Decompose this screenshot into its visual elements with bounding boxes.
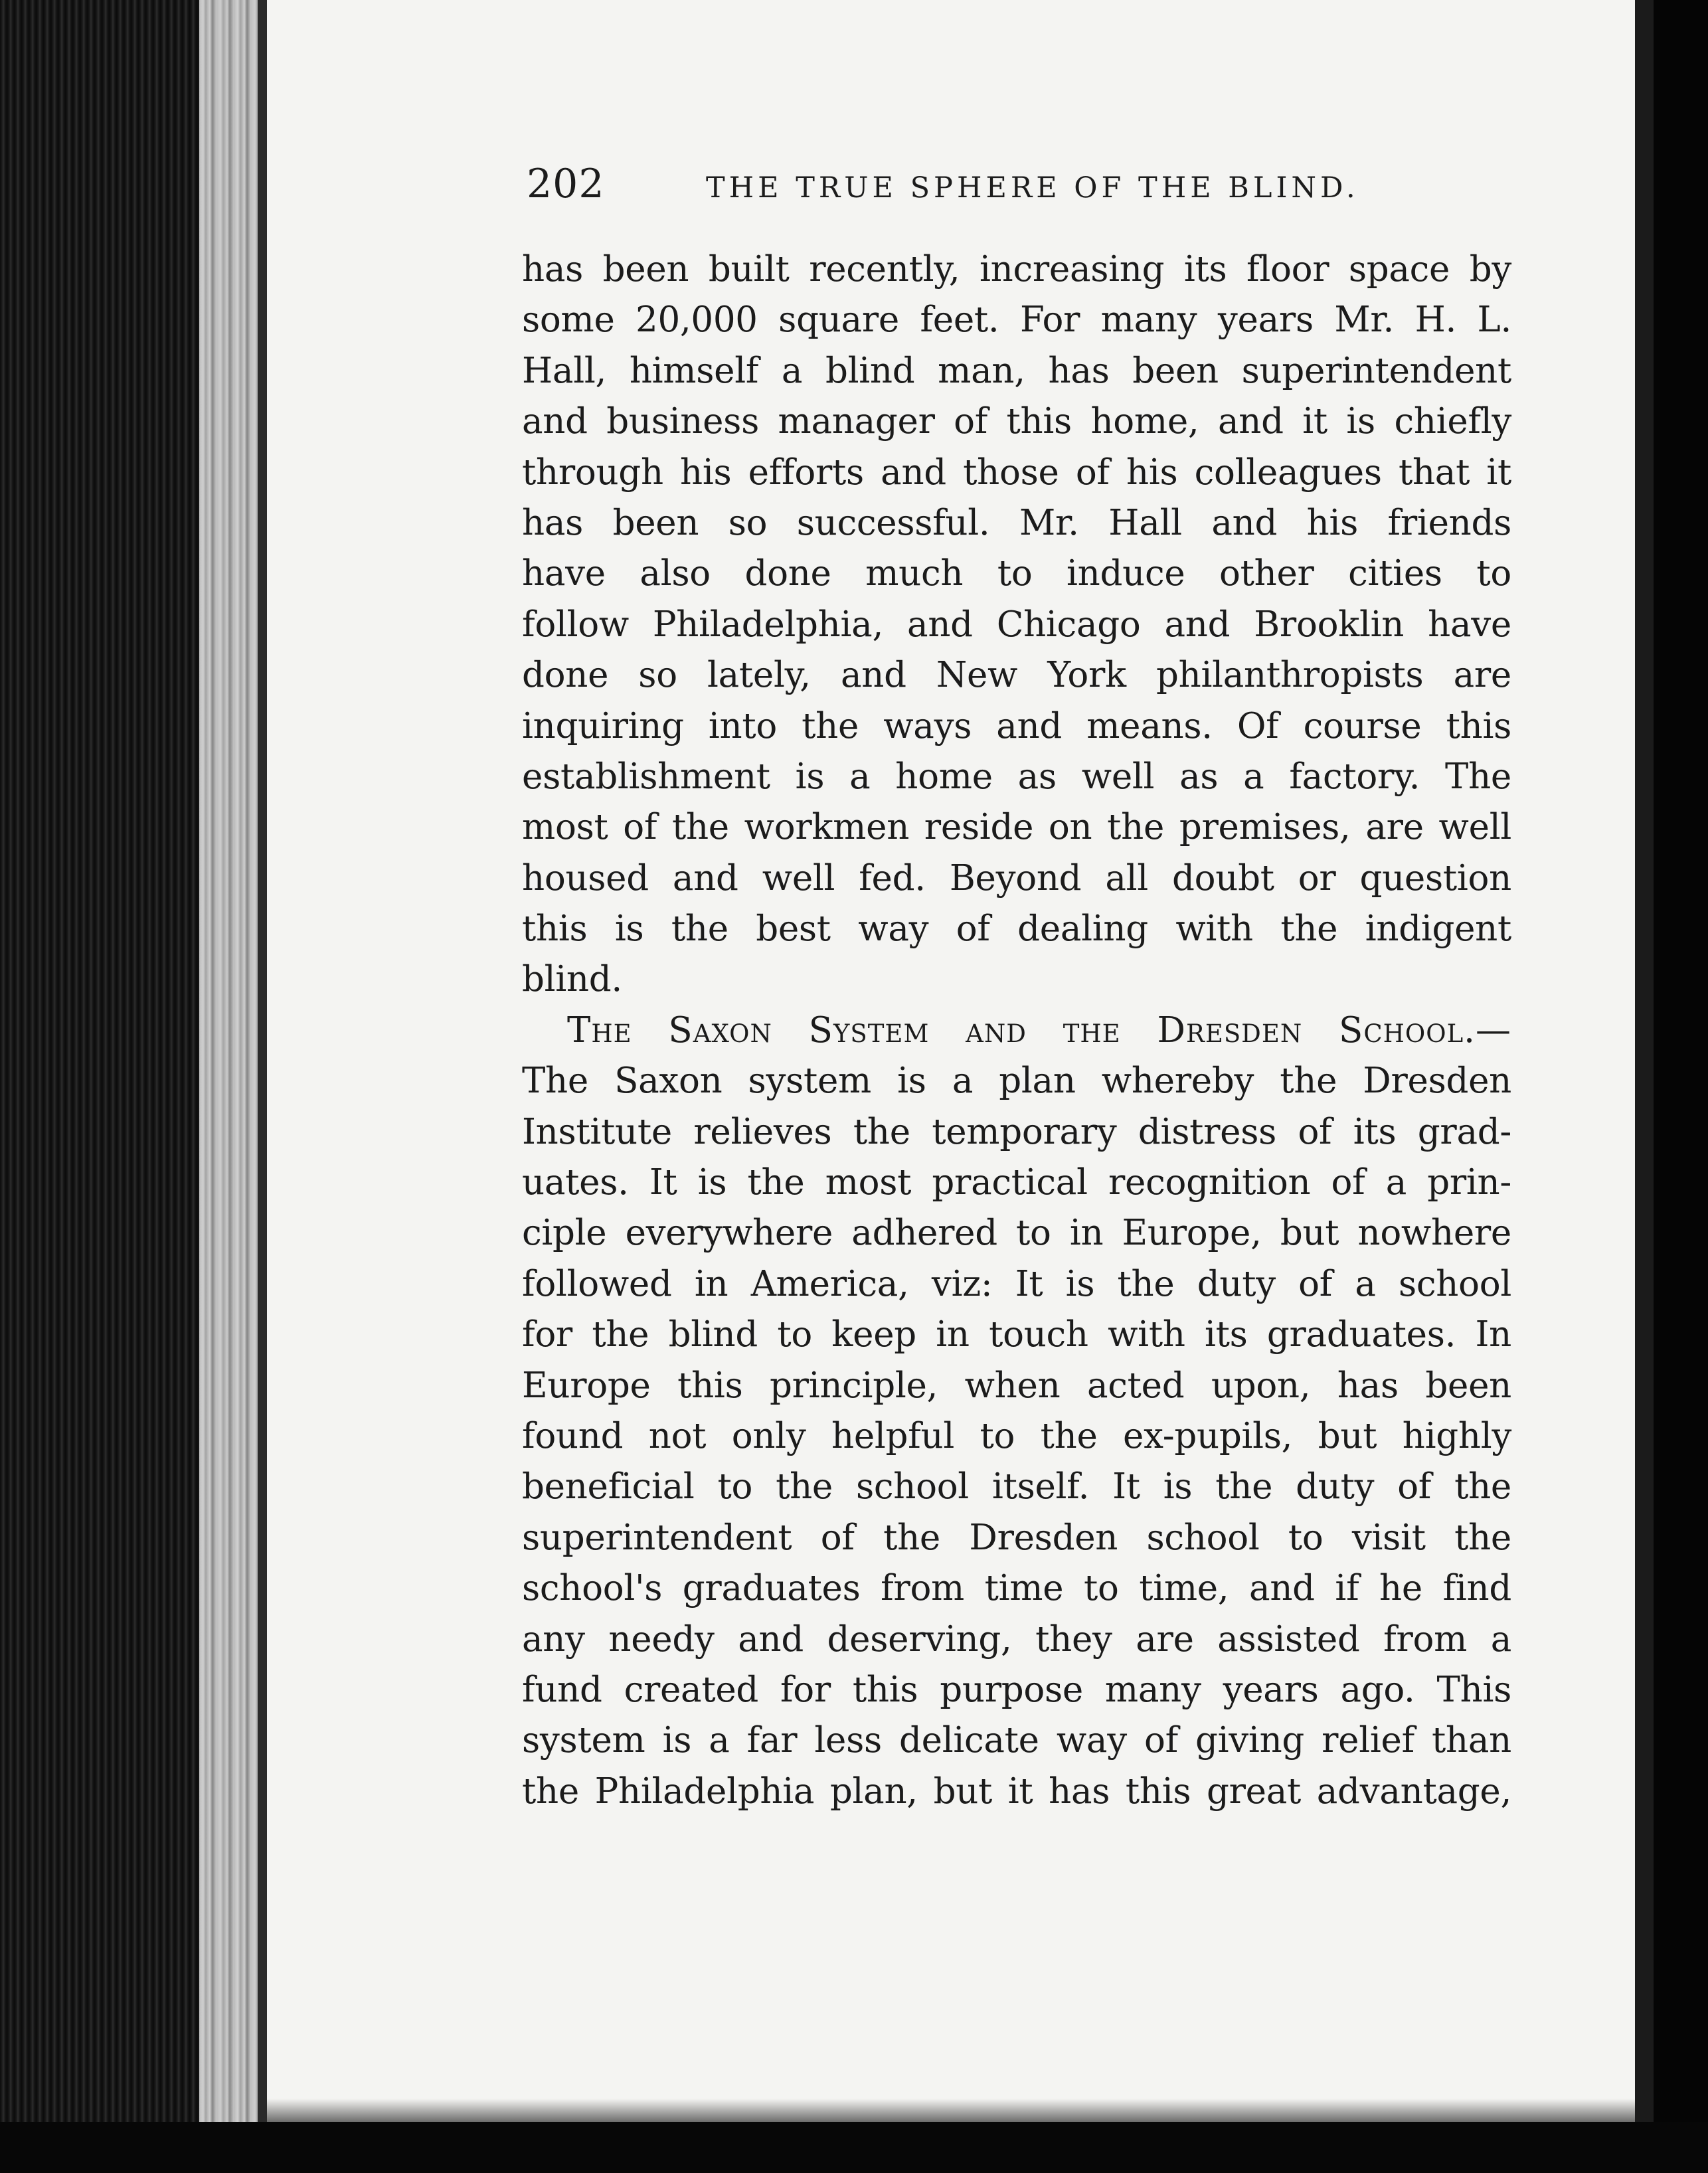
text-line: superintendent of the Dresden school to visit the <box>522 1517 1511 1558</box>
book-gutter <box>258 0 267 2173</box>
text-line: beneficial to the school itself. It is the duty of the <box>522 1466 1511 1508</box>
text-line: Hall, himself a blind man, has been superintendent <box>522 350 1511 391</box>
text-line: followed in America, viz: It is the duty of a school <box>522 1263 1511 1304</box>
text-line: done so lately, and New York philanthropists are <box>522 655 1511 696</box>
body-text <box>522 244 1511 1817</box>
text-line: ciple everywhere adhered to in Europe, but nowhere <box>522 1213 1511 1254</box>
page-edge-strip <box>199 0 266 2173</box>
page-number: 202 <box>527 161 605 207</box>
text-line: Institute relieves the temporary distress of its grad- <box>522 1111 1511 1152</box>
text-line: found not only helpful to the ex-pupils, but highly <box>522 1415 1511 1456</box>
text-line: has been so successful. Mr. Hall and his friends <box>522 502 1511 543</box>
text-line: uates. It is the most practical recognition of a prin- <box>522 1162 1511 1203</box>
text-line: most of the workmen reside on the premises, are well <box>522 807 1511 848</box>
text-line: any needy and deserving, they are assisted from a <box>522 1618 1511 1660</box>
text-line: The Saxon system is a plan whereby the Dresden <box>522 1061 1511 1102</box>
section-heading: The Saxon System and the Dresden School.— <box>567 1009 1511 1051</box>
text-line: housed and well fed. Beyond all doubt or question <box>522 857 1511 899</box>
paragraph-2 <box>522 1005 1511 1817</box>
text-line: and business manager of this home, and it is chiefly <box>522 401 1511 442</box>
text-line: some 20,000 square feet. For many years Mr. H. L. <box>522 300 1511 341</box>
facing-page-border <box>1635 0 1654 2122</box>
paragraph-1 <box>522 244 1511 1005</box>
text-line: the Philadelphia plan, but it has this great advantage, <box>522 1771 1511 1812</box>
text-line: establishment is a home as well as a factory. The <box>522 756 1511 797</box>
text-line: for the blind to keep in touch with its graduates. In <box>522 1314 1511 1355</box>
text-line: Europe this principle, when acted upon, has been <box>522 1365 1511 1406</box>
scan-bottom-border <box>0 2122 1708 2173</box>
text-line: system is a far less delicate way of giving relief than <box>522 1720 1511 1761</box>
text-line: blind. <box>522 959 622 1000</box>
text-line: has been built recently, increasing its floor space by <box>522 249 1511 290</box>
running-title: THE TRUE SPHERE OF THE BLIND. <box>706 171 1359 205</box>
page-bottom-shadow <box>267 2099 1635 2122</box>
text-line: school's graduates from time to time, and if he find <box>522 1568 1511 1609</box>
text-line: follow Philadelphia, and Chicago and Brooklin have <box>522 604 1511 645</box>
text-line: have also done much to induce other cities to <box>522 553 1511 594</box>
text-line: this is the best way of dealing with the indigent <box>522 909 1511 950</box>
text-line: fund created for this purpose many years ago. This <box>522 1669 1511 1710</box>
text-line: through his efforts and those of his colleagues that it <box>522 452 1511 493</box>
text-line: inquiring into the ways and means. Of course this <box>522 705 1511 746</box>
running-head <box>527 154 1509 214</box>
